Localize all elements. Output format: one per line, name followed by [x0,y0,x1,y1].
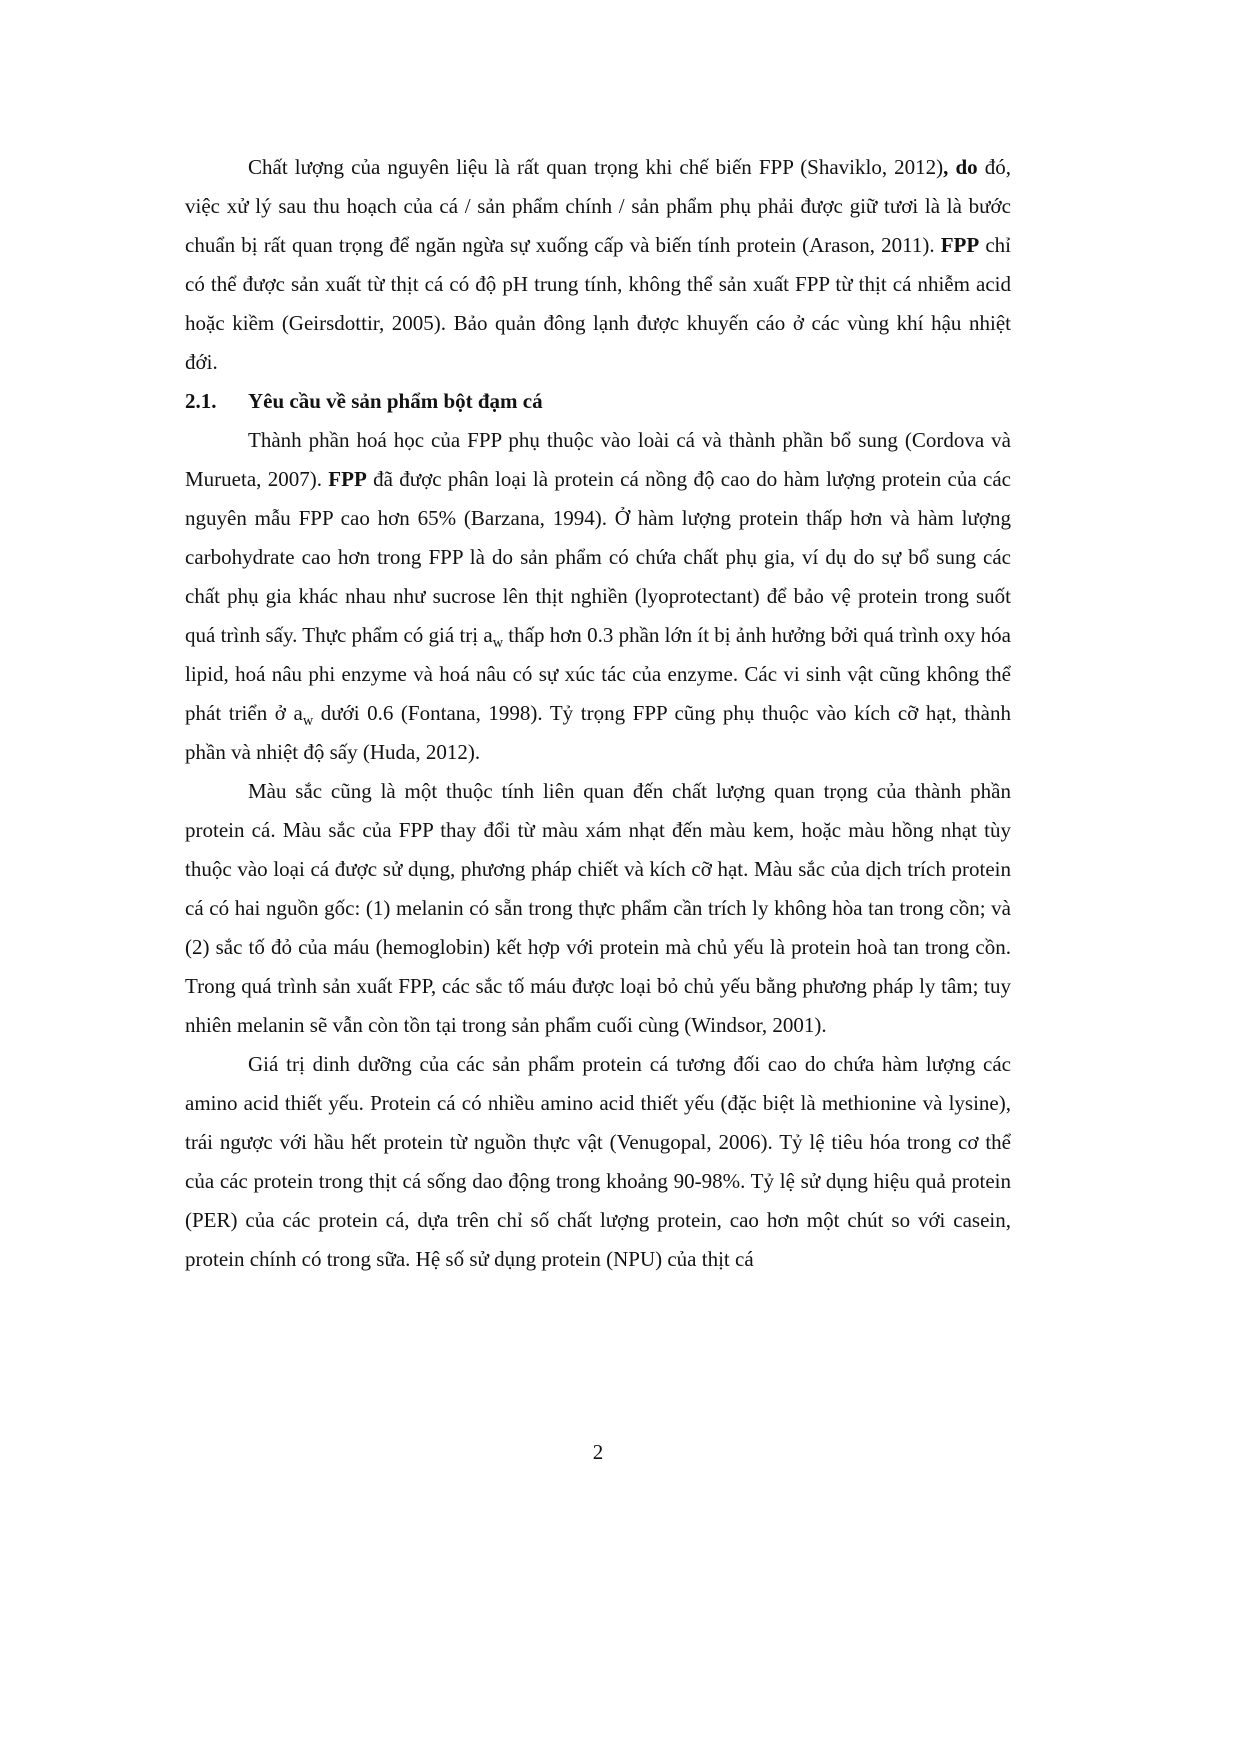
text-run: dưới 0.6 (Fontana, 1998). Tỷ trọng FPP cũng phụ thuộc vào kích cỡ hạt, thành phần và nhiệt độ sấy (Huda, 2012). [185,701,1011,764]
paragraph [185,772,1011,1045]
text-run: đã được phân loại là protein cá nồng độ cao do hàm lượng protein của các nguyên mẫu FPP cao hơn 65% (Barzana, 1994). Ở hàm lượng protein thấp hơn và hàm lượng carbohydrate cao hơn trong FPP là do sản phẩm có chứa chất phụ gia, ví dụ do sự bổ sung các chất phụ gia khác nhau như sucrose lên thịt nghiền (lyoprotectant) để bảo vệ protein trong suốt quá trình sấy. Thực phẩm có giá trị a [185,467,1011,647]
text-run: FPP [940,233,980,257]
paragraph [185,421,1011,772]
text-run: FPP [328,467,367,491]
text-run: Thành phần hoá học của FPP phụ thuộc vào loài cá và thành phần bổ sung (Cordova và Murueta, 2007). [185,428,1011,491]
paragraph [185,1045,1011,1279]
section-heading [185,382,1011,421]
text-run: Giá trị dinh dưỡng của các sản phẩm protein cá tương đối cao do chứa hàm lượng các amino acid thiết yếu. Protein cá có nhiều amino acid thiết yếu (đặc biệt là methionine và lysine), trái ngược với hầu hết protein từ nguồn thực vật (Venugopal, 2006). Tỷ lệ tiêu hóa trong cơ thể của các protein trong thịt cá sống dao động trong khoảng 90-98%. Tỷ lệ sử dụng hiệu quả protein (PER) của các protein cá, dựa trên chỉ số chất lượng protein, cao hơn một chút so với casein, protein chính có trong sữa. Hệ số sử dụng protein (NPU) của thịt cá [185,1052,1011,1271]
section-heading-text: Yêu cầu về sản phẩm bột đạm cá [248,389,543,413]
text-run: thấp hơn 0.3 phần lớn ít bị ảnh hưởng bởi quá trình oxy hóa lipid, hoá nâu phi enzyme và hoá nâu có sự xúc tác của enzyme. Các vi sinh vật cũng không thể phát triển ở a [185,623,1011,725]
text-run: Màu sắc cũng là một thuộc tính liên quan đến chất lượng quan trọng của thành phần protein cá. Màu sắc của FPP thay đổi từ màu xám nhạt đến màu kem, hoặc màu hồng nhạt tùy thuộc vào loại cá được sử dụng, phương pháp chiết và kích cỡ hạt. Màu sắc của dịch trích protein cá có hai nguồn gốc: (1) melanin có sẵn trong thực phẩm cần trích ly không hòa tan trong cồn; và (2) sắc tố đỏ của máu (hemoglobin) kết hợp với protein mà chủ yếu là protein hoà tan trong cồn. Trong quá trình sản xuất FPP, các sắc tố máu được loại bỏ chủ yếu bằng phương pháp ly tâm; tuy nhiên melanin sẽ vẫn còn tồn tại trong sản phẩm cuối cùng (Windsor, 2001). [185,779,1011,1037]
text-run: w [492,635,504,652]
section-heading-number: 2.1. [185,389,217,413]
document-body [185,148,1011,1279]
text-run: w [302,713,314,730]
text-run: chỉ có thể được sản xuất từ thịt cá có độ pH trung tính, không thể sản xuất FPP từ thịt cá nhiễm acid hoặc kiềm (Geirsdottir, 2005). Bảo quản đông lạnh được khuyến cáo ở các vùng khí hậu nhiệt đới. [185,233,1011,374]
text-run: Chất lượng của nguyên liệu là rất quan trọng khi chế biến FPP (Shaviklo, 2012) [248,155,944,179]
page-number: 2 [592,1440,604,1464]
text-run: , do [943,155,978,179]
paragraph [185,148,1011,382]
text-run: đó, việc xử lý sau thu hoạch của cá / sản phẩm chính / sản phẩm phụ phải được giữ tươi là là bước chuẩn bị rất quan trọng để ngăn ngừa sự xuống cấp và biến tính protein (Arason, 2011). [185,155,1011,257]
